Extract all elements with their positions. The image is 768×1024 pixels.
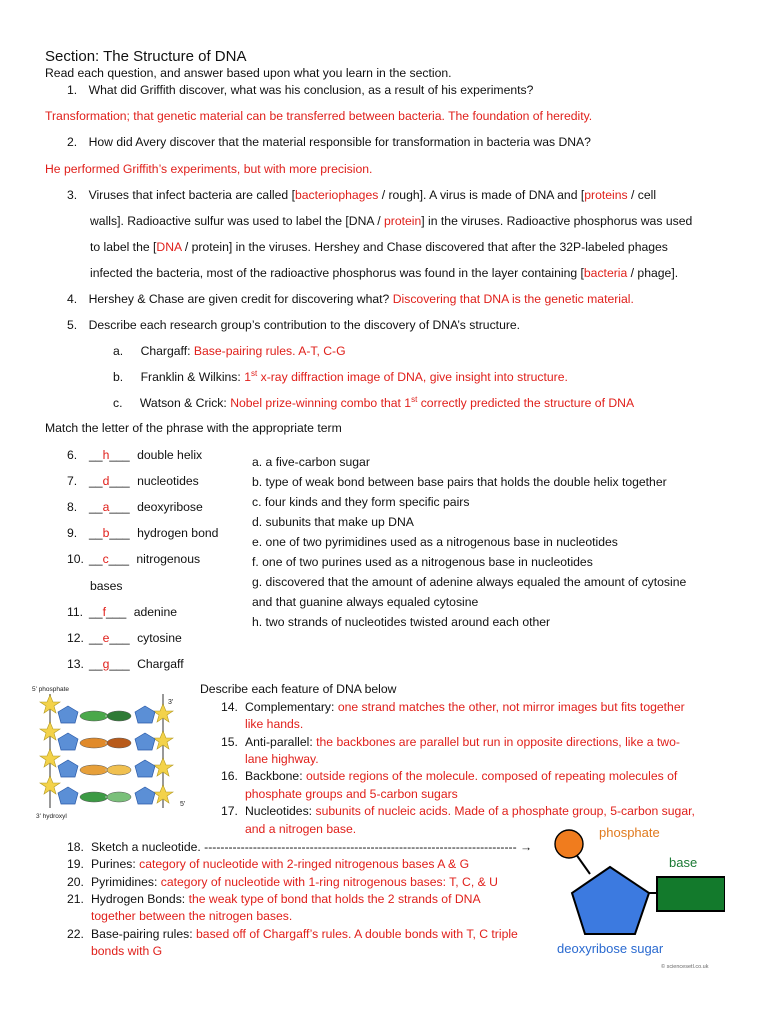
question-5: 5. Describe each research group’s contribution to the discovery of DNA’s structure. xyxy=(67,318,521,332)
feature-item-continuation: and a nitrogen base. xyxy=(245,822,357,836)
matching-item: 7. __d___ nucleotides xyxy=(67,474,199,488)
feature-item: 17. Nucleotides: subunits of nucleic acids. Made of a phosphate group, 5-carbon sugar, xyxy=(221,804,695,818)
five-phosphate-label: 5' phosphate xyxy=(32,686,70,693)
question-2: 2. How did Avery discover that the material responsible for transformation in bacteria was DNA? xyxy=(67,135,591,149)
answer-2: He performed Griffith’s experiments, but with more precision. xyxy=(45,162,373,176)
term-item: 22. Base-pairing rules: based off of Chargaff’s rules. A double bonds with T, C triple xyxy=(67,927,518,941)
definition: g. discovered that the amount of adenine always equaled the amount of cytosine xyxy=(252,575,687,589)
feature-item: 16. Backbone: outside regions of the molecule. composed of repeating molecules of xyxy=(221,769,678,783)
question-5a: a. Chargaff: Base-pairing rules. A-T, C-G xyxy=(113,344,346,358)
base-rectangle xyxy=(657,877,725,911)
term-item: 20. Pyrimidines: category of nucleotide with 1-ring nitrogenous bases: T, C, & U xyxy=(67,875,498,889)
term-item: 19. Purines: category of nucleotide with 2-ringed nitrogenous bases A & G xyxy=(67,857,470,871)
question-3-line-2: walls]. Radioactive sulfur was used to label the [DNA / protein] in the viruses. Radioactive phosphorus was used xyxy=(90,214,693,228)
matching-item: 11. __f___ adenine xyxy=(67,605,178,619)
answer-1: Transformation; that genetic material can be transferred between bacteria. The foundation of heredity. xyxy=(45,109,593,123)
matching-item: 10. __c___ nitrogenous xyxy=(67,552,201,566)
definition: b. type of weak bond between base pairs that holds the double helix together xyxy=(252,475,667,489)
page-title: Section: The Structure of DNA xyxy=(45,48,247,65)
question-18: 18. Sketch a nucleotide. ----------------------------------------------------------------------------- → xyxy=(67,840,533,854)
definition: and that guanine always equaled cytosine xyxy=(252,595,479,609)
base-label: base xyxy=(669,855,698,870)
dna-helix-illustration xyxy=(30,682,195,822)
three-prime-top-label: 3' xyxy=(168,699,174,706)
matching-title: Match the letter of the phrase with the appropriate term xyxy=(45,421,342,435)
question-1: 1. What did Griffith discover, what was his conclusion, as a result of his experiments? xyxy=(67,83,534,97)
question-3-line-1: 3. Viruses that infect bacteria are called [bacteriophages / rough]. A virus is made of DNA and [proteins / cell xyxy=(67,188,657,202)
term-item-continuation: bonds with G xyxy=(91,944,163,958)
phosphate-circle xyxy=(555,830,583,858)
question-3-line-4: infected the bacteria, most of the radioactive phosphorus was found in the layer containing [bacteria / phage]. xyxy=(90,266,679,280)
feature-item: 15. Anti-parallel: the backbones are parallel but run in opposite directions, like a two- xyxy=(221,735,680,749)
phosphate-label: phosphate xyxy=(599,825,660,840)
feature-item-continuation: phosphate groups and 5-carbon sugars xyxy=(245,787,458,801)
definition: h. two strands of nucleotides twisted around each other xyxy=(252,615,551,629)
feature-item: 14. Complementary: one strand matches the other, not mirror images but fits together xyxy=(221,700,685,714)
matching-item: 13. __g___ Chargaff xyxy=(67,657,184,671)
dna-helix-diagram xyxy=(30,682,195,822)
describe-title: Describe each feature of DNA below xyxy=(200,682,397,696)
instructions: Read each question, and answer based upon what you learn in the section. xyxy=(45,66,452,80)
feature-item-continuation: like hands. xyxy=(245,717,304,731)
term-item-continuation: together between the nitrogen bases. xyxy=(91,909,293,923)
question-5c: c. Watson & Crick: Nobel prize-winning combo that 1st correctly predicted the structure of DNA xyxy=(113,395,635,410)
question-3-line-3: to label the [DNA / protein] in the viruses. Hershey and Chase discovered that after the 32P-labeled phages xyxy=(90,240,668,254)
nucleotide-diagram xyxy=(545,822,725,970)
question-5b: b. Franklin & Wilkins: 1st x-ray diffraction image of DNA, give insight into structure. xyxy=(113,369,568,384)
definition: f. one of two purines used as a nitrogenous base in nucleotides xyxy=(252,555,593,569)
definition: a. a five-carbon sugar xyxy=(252,455,370,469)
definition: e. one of two pyrimidines used as a nitrogenous base in nucleotides xyxy=(252,535,618,549)
matching-item: 6. __h___ double helix xyxy=(67,448,203,462)
nucleotide-illustration xyxy=(545,822,725,970)
five-prime-bottom-label: 5' xyxy=(180,801,186,808)
matching-item: 8. __a___ deoxyribose xyxy=(67,500,203,514)
matching-item: 12. __e___ cytosine xyxy=(67,631,182,645)
term-item: 21. Hydrogen Bonds: the weak type of bond that holds the 2 strands of DNA xyxy=(67,892,481,906)
definition: c. four kinds and they form specific pairs xyxy=(252,495,470,509)
sugar-pentagon xyxy=(572,867,649,934)
credit-label: © sciencesetl.co.uk xyxy=(661,964,709,970)
question-4: 4. Hershey & Chase are given credit for discovering what? Discovering that DNA is the genetic material. xyxy=(67,292,634,306)
feature-item-continuation: lane highway. xyxy=(245,752,319,766)
definition: d. subunits that make up DNA xyxy=(252,515,414,529)
matching-item-continuation: bases xyxy=(90,579,123,593)
sugar-label: deoxyribose sugar xyxy=(557,941,664,956)
three-hydroxyl-label: 3' hydroxyl xyxy=(36,813,67,820)
matching-item: 9. __b___ hydrogen bond xyxy=(67,526,219,540)
